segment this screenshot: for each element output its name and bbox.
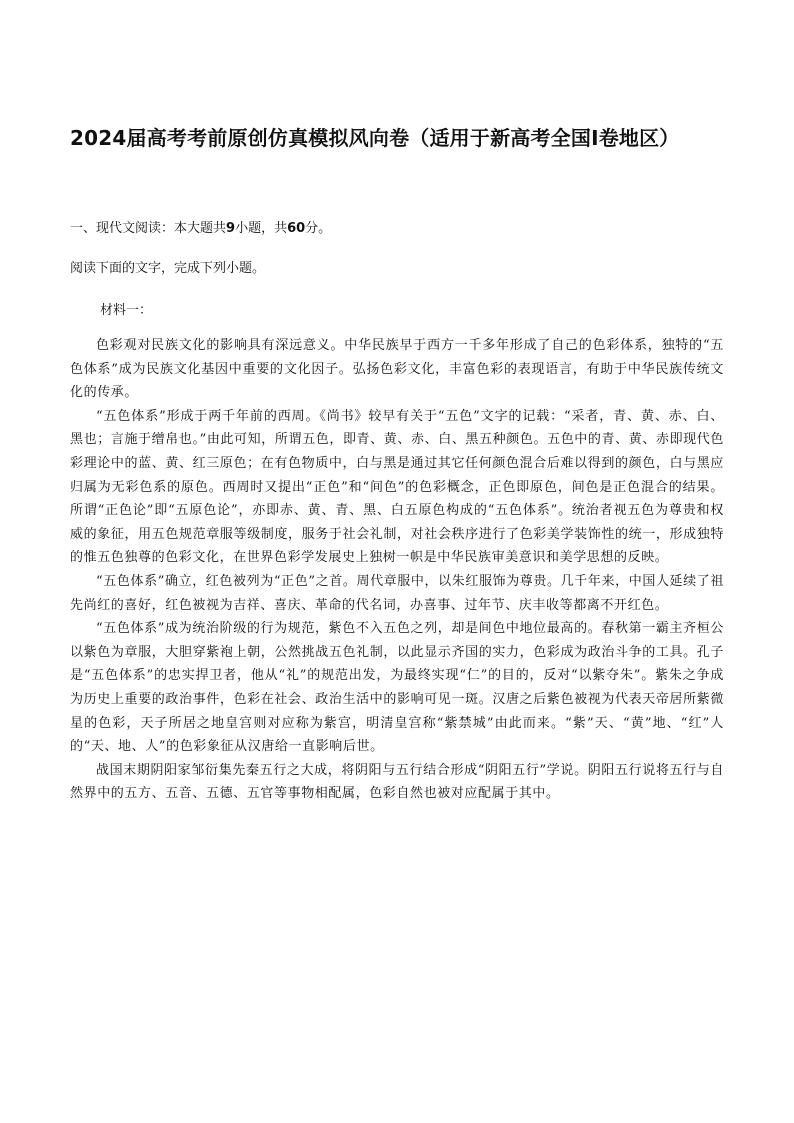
total-score: 60 <box>287 221 306 236</box>
section-heading-mid: 小题，共 <box>235 221 288 236</box>
paragraph: 色彩观对民族文化的影响具有深远意义。中华民族早于西方一千多年形成了自己的色彩体系，独特的“五色体系”成为民族文化基因中重要的文化因子。弘扬色彩文化，丰富色彩的表现语言，有助于中华民族传统文化的传承。 <box>70 338 724 401</box>
paragraph: 战国末期阴阳家邹衍集先秦五行之大成，将阴阳与五行结合形成“阴阳五行”学说。阴阳五行说将五行与自然界中的五方、五音、五德、五官等事物相配属，色彩自然也被对应配属于其中。 <box>70 762 724 802</box>
material-label: 材料一： <box>100 303 153 318</box>
passage-body <box>70 334 724 806</box>
section-heading-suffix: 分。 <box>305 221 332 236</box>
paragraph: “五色体系”形成于两千年前的西周。《尚书》较早有关于“五色”文字的记载：“采者，青、黄、赤、白、黑也；言施于缯帛也。”由此可知，所谓五色，即青、黄、赤、白、黑五种颜色。五色中的青、黄、赤即现代色彩理论中的蓝、黄、红三原色；在有色物质中，白与黑是通过其它任何颜色混合后难以得到的颜色，白与黑应归属为无彩色系的原色。西周时又提出“正色”和“间色”的色彩概念，正色即原色，间色是正色混合的结果。所谓“正色论”即“五原色论”，亦即赤、黄、青、黑、白五原色构成的“五色体系”。统治者视五色为尊贵和权威的象征，用五色规范章服等级制度，服务于社会礼制，对社会秩序进行了色彩美学装饰性的统一，形成独特的惟五色独尊的色彩文化，在世界色彩学发展史上独树一帜是中华民族审美意识和美学思想的反映。 <box>70 408 724 566</box>
section-heading-prefix: 一、现代文阅读：本大题共 <box>70 221 227 236</box>
document-title: 2024届高考考前原创仿真模拟风向卷（适用于新高考全国Ⅰ卷地区） <box>70 126 680 150</box>
reading-instruction: 阅读下面的文字，完成下列小题。 <box>70 261 266 276</box>
paragraph: “五色体系”确立，红色被列为“正色”之首。周代章服中，以朱红服饰为尊贵。几千年来，中国人延续了祖先尚红的喜好，红色被视为吉祥、喜庆、革命的代名词，办喜事、过年节、庆丰收等都离不开红色。 <box>70 573 724 613</box>
section-heading <box>70 219 724 239</box>
question-count: 9 <box>226 221 236 236</box>
paragraph: “五色体系”成为统治阶级的行为规范，紫色不入五色之列，却是间色中地位最高的。春秋第一霸主齐桓公以紫色为章服，大胆穿紫袍上朝，公然挑战五色礼制，以此显示齐国的实力，色彩成为政治斗争的工具。孔子是“五色体系”的忠实捍卫者，他从“礼”的规范出发，为最终实现“仁”的目的，反对“以紫夺朱”。紫朱之争成为历史上重要的政治事件，色彩在社会、政治生活中的影响可见一斑。汉唐之后紫色被视为代表天帝居所紫微星的色彩，天子所居之地皇宫则对应称为紫宫，明清皇宫称“紫禁城”由此而来。“紫”天、“黄”地、“红”人的“天、地、人”的色彩象征从汉唐给一直影响后世。 <box>70 621 724 755</box>
